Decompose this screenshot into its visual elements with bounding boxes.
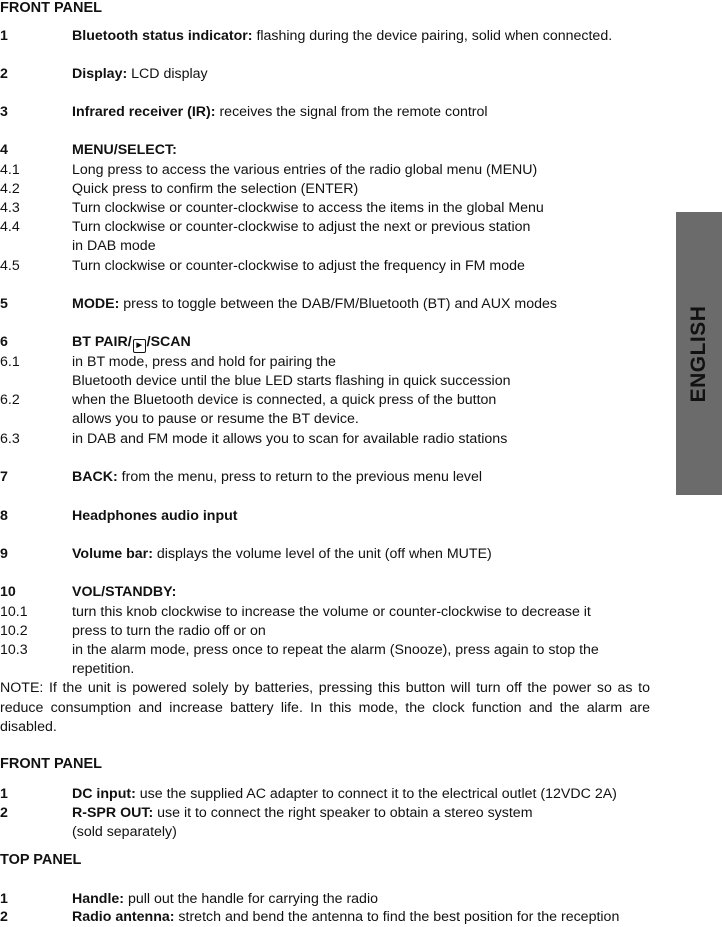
item-number: 2 [0, 66, 8, 82]
item-number: 10.3 [0, 642, 28, 658]
item-number: 2 [0, 909, 8, 925]
item-description: when the Bluetooth device is connected, a quick press of the button [72, 392, 497, 408]
item-number: 6.2 [0, 392, 20, 408]
item-number: 10 [0, 584, 16, 600]
item-description: from the menu, press to return to the previous menu level [117, 469, 483, 485]
item-description: turn this knob clockwise to increase the volume or counter-clockwise to decrease it [72, 604, 591, 620]
item-description: in the alarm mode, press once to repeat the alarm (Snooze), press again to stop the [72, 642, 599, 658]
item-description: pull out the handle for carrying the radio [124, 891, 378, 907]
language-tab [676, 212, 722, 495]
item-description: (sold separately) [72, 824, 177, 840]
item-description: in BT mode, press and hold for pairing the [72, 354, 336, 370]
item-number: 4.3 [0, 200, 20, 216]
item-number: 2 [0, 805, 8, 821]
item-number: 10.2 [0, 623, 28, 639]
item-term: MENU/SELECT: [72, 142, 177, 158]
item-description: displays the volume level of the unit (off when MUTE) [152, 546, 492, 562]
item-term: Handle: [72, 891, 125, 907]
item-description: stretch and bend the antenna to find the best position for the reception [174, 909, 620, 925]
note-paragraph: NOTE: If the unit is powered solely by batteries, pressing this button will turn off the power so as to reduce consumption and increase battery life. In this mode, the clock function and the alarm are disabled. [0, 680, 650, 735]
item-term: Display: [72, 66, 128, 82]
item-term: Volume bar: [72, 546, 153, 562]
item-term: Bluetooth status indicator: [72, 28, 253, 44]
item-number: 10.1 [0, 604, 28, 620]
item-description: in DAB and FM mode it allows you to scan for available radio stations [72, 431, 508, 447]
item-description: receives the signal from the remote control [215, 104, 488, 120]
item-term: DC input: [72, 786, 136, 802]
item-description: use it to connect the right speaker to obtain a stereo system [153, 805, 533, 821]
item-number: 9 [0, 546, 8, 562]
item-number: 4.5 [0, 258, 20, 274]
item-number: 4 [0, 142, 8, 158]
item-term: BT PAIR/ [72, 334, 132, 350]
item-description: Turn clockwise or counter-clockwise to adjust the next or previous station [72, 219, 531, 235]
item-description: press to toggle between the DAB/FM/Bluetooth (BT) and AUX modes [119, 296, 557, 312]
item-term: R-SPR OUT: [72, 805, 154, 821]
section-heading-front-panel-2: FRONT PANEL [0, 756, 103, 772]
item-description: LCD display [127, 66, 208, 82]
section-heading-top-panel: TOP PANEL [0, 852, 82, 868]
item-term: Infrared receiver (IR): [72, 104, 216, 120]
item-number: 6.3 [0, 431, 20, 447]
item-number: 4.1 [0, 162, 20, 178]
item-number: 4.4 [0, 219, 20, 235]
item-number: 6 [0, 334, 8, 350]
item-description: use the supplied AC adapter to connect it to the electrical outlet (12VDC 2A) [135, 786, 617, 802]
item-term: MODE: [72, 296, 120, 312]
item-term: Headphones audio input [72, 508, 238, 524]
item-number: 7 [0, 469, 8, 485]
item-number: 3 [0, 104, 8, 120]
item-description: in DAB mode [72, 238, 156, 254]
item-description: repetition. [72, 661, 135, 677]
section-heading-front-panel: FRONT PANEL [0, 0, 103, 16]
item-number: 1 [0, 786, 8, 802]
item-number: 1 [0, 28, 8, 44]
item-description: allows you to pause or resume the BT device. [72, 411, 359, 427]
play-pause-icon: ▶ [133, 339, 146, 353]
item-number: 6.1 [0, 354, 20, 370]
item-term: VOL/STANDBY: [72, 584, 177, 600]
item-description: Long press to access the various entries of the radio global menu (MENU) [72, 162, 538, 178]
item-description: Turn clockwise or counter-clockwise to access the items in the global Menu [72, 200, 544, 216]
item-description: Bluetooth device until the blue LED starts flashing in quick succession [72, 373, 511, 389]
item-number: 1 [0, 891, 8, 907]
item-number: 5 [0, 296, 8, 312]
item-description: Turn clockwise or counter-clockwise to adjust the frequency in FM mode [72, 258, 525, 274]
item-number: 8 [0, 508, 8, 524]
item-description: flashing during the device pairing, solid when connected. [252, 28, 613, 44]
item-term: BACK: [72, 469, 118, 485]
item-number: 4.2 [0, 181, 20, 197]
item-description: Quick press to confirm the selection (ENTER) [72, 181, 359, 197]
item-description: press to turn the radio off or on [72, 623, 266, 639]
item-term: /SCAN [146, 334, 191, 350]
item-term: Radio antenna: [72, 909, 175, 925]
language-tab-label: ENGLISH [687, 305, 710, 402]
